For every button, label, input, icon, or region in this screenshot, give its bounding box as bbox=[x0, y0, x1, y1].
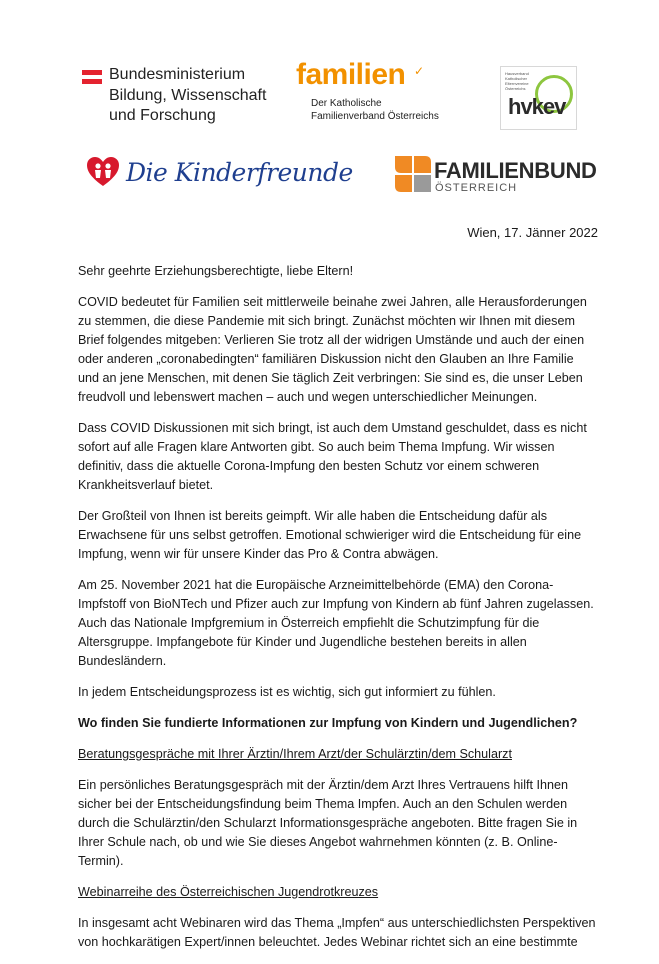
kfv-subline1: Der Katholische bbox=[311, 98, 382, 109]
kfv-subline2: Familienverband Österreichs bbox=[311, 111, 439, 122]
subheading-beratung: Beratungsgespräche mit Ihrer Ärztin/Ihrem Arzt/der Schulärztin/dem Schularzt bbox=[78, 747, 512, 761]
bmbwf-line2: Bildung, Wissenschaft bbox=[109, 87, 267, 104]
familienbund-wordmark: FAMILIENBUND bbox=[434, 158, 597, 183]
kinderfreunde-wordmark: Die Kinderfreunde bbox=[126, 158, 353, 187]
letter-date: Wien, 17. Jänner 2022 bbox=[467, 225, 598, 240]
bmbwf-line3: und Forschung bbox=[109, 107, 216, 124]
austria-flag-icon bbox=[82, 70, 102, 84]
familienbund-symbol-icon bbox=[395, 156, 431, 192]
salutation: Sehr geehrte Erziehungsberechtigte, liebe Eltern! bbox=[78, 264, 354, 278]
section-heading: Wo finden Sie fundierte Informationen zur Impfung von Kindern und Jugendlichen? bbox=[78, 716, 578, 730]
paragraph-7: In insgesamt acht Webinaren wird das Thema „Impfen“ aus unterschiedlichsten Perspektiven von hochkarätigen Expert/innen beleuchtet. Jedes Webinar richtet sich an eine bestimmte bbox=[78, 916, 596, 949]
logo-familienbund bbox=[395, 156, 610, 196]
logo-hvkev bbox=[500, 66, 577, 130]
hvkev-small-text: Hausverband Katholischer Elternvereine Österreichs bbox=[505, 71, 529, 91]
paragraph-4: Am 25. November 2021 hat die Europäische Arzneimittelbehörde (EMA) den Corona-Impfstoff von BioNTech und Pfizer auch zur Impfung von Kindern ab fünf Jahren zugelassen. Auch das Nationale Impfgremium in Österreich empfiehlt die Schutzimpfung für die Altersgruppe. Impfangebote für Kinder und Jugendliche bestehen bereits in allen Bundesländern. bbox=[78, 578, 594, 668]
logo-familienverband bbox=[296, 58, 496, 126]
logo-bmbwf bbox=[82, 66, 282, 126]
kfv-wordmark: familien bbox=[296, 58, 406, 91]
paragraph-6: Ein persönliches Beratungsgespräch mit der Ärztin/dem Arzt Ihres Vertrauens hilft Ihnen sicher bei der Entscheidungsfindung beim Thema Impfen. Auch an den Schulen werden durch die Schulärztin/den Schularzt Informationsgespräche angeboten. Bitte fragen Sie in Ihrer Schule nach, ob und wie Sie dieses Angebot wahrnehmen könnten (z. B. Online-Termin). bbox=[78, 778, 578, 868]
paragraph-2: Dass COVID Diskussionen mit sich bringt, ist auch dem Umstand geschuldet, dass es nicht sofort auf alle Fragen klare Antworten gibt. So auch beim Thema Impfung. Wir wissen definitiv, dass die aktuelle Corona-Impfung den besten Schutz vor einem schweren Krankheitsverlauf bietet. bbox=[78, 421, 587, 492]
subheading-webinar: Webinarreihe des Österreichischen Jugendrotkreuzes bbox=[78, 885, 379, 899]
letter-body bbox=[78, 262, 598, 964]
paragraph-1: COVID bedeutet für Familien seit mittlerweile beinahe zwei Jahren, alle Herausforderungen zu stemmen, die diese Pandemie mit sich bringt. Zunächst möchten wir Ihnen mit diesem Brief folgendes mitgeben: Verlieren Sie trotz all der widrigen Umstände und auch der einen oder anderen „coronabedingten“ familiären Diskussion nicht den Glauben an Ihre Familie und an jene Menschen, mit denen Sie täglich Zeit verbringen: Sie sind es, die unser Leben freudvoll und lebenswert machen – auch und wegen unterschiedlicher Meinungen. bbox=[78, 295, 587, 404]
hvkev-wordmark: hvkev bbox=[508, 94, 566, 119]
logo-kinderfreunde bbox=[86, 156, 353, 196]
bmbwf-line1: Bundesministerium bbox=[109, 66, 246, 83]
heart-icon bbox=[86, 156, 120, 188]
kfv-tick-icon: ✓ bbox=[414, 64, 425, 78]
paragraph-3: Der Großteil von Ihnen ist bereits geimpft. Wir alle haben die Entscheidung dafür als Erwachsene für uns selbst getroffen. Emotional schwieriger wird die Entscheidung für eine Impfung, wenn wir für unsere Kinder das Pro & Contra abwägen. bbox=[78, 509, 582, 561]
paragraph-5: In jedem Entscheidungsprozess ist es wichtig, sich gut informiert zu fühlen. bbox=[78, 685, 496, 699]
familienbund-subline: ÖSTERREICH bbox=[435, 182, 518, 194]
